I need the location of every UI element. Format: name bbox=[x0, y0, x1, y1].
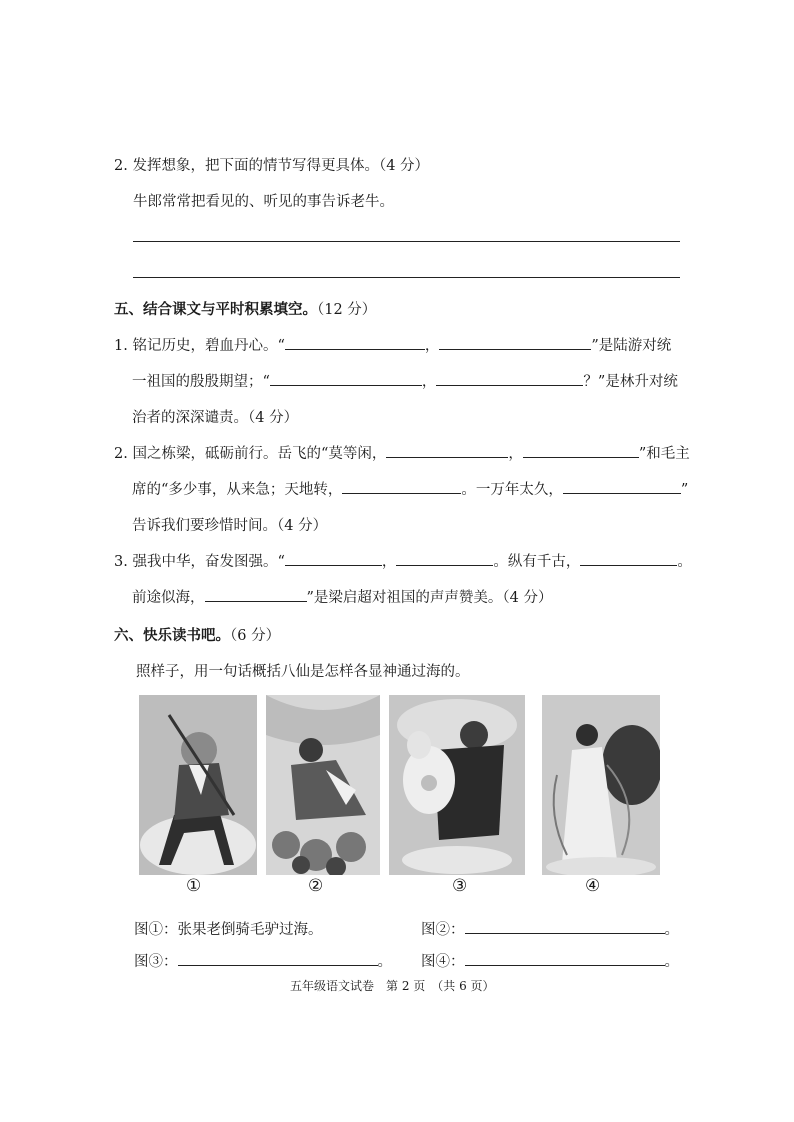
s5-q1-text-c: 一祖国的殷殷期望；“ bbox=[132, 374, 270, 390]
answer-end-3: 。 bbox=[377, 954, 392, 970]
s5-q3-line1 bbox=[114, 550, 692, 571]
blank-s5-q3-1[interactable] bbox=[285, 550, 382, 566]
s5-q2-line1 bbox=[114, 442, 690, 463]
answer-line-1[interactable] bbox=[133, 241, 680, 242]
blank-s5-q2-3[interactable] bbox=[342, 478, 461, 494]
s5-q1-sep1: ， bbox=[424, 338, 440, 354]
answer-label-3: 图③： bbox=[134, 954, 178, 970]
picture-1-zhang-guolao bbox=[139, 695, 257, 875]
picture-label-3: ③ bbox=[452, 876, 468, 896]
section-5-heading bbox=[114, 298, 376, 319]
s5-q3-sep1: ， bbox=[381, 554, 397, 570]
answer-row-2 bbox=[421, 918, 679, 939]
s5-q3-line2 bbox=[132, 586, 553, 607]
section-6-heading bbox=[114, 624, 280, 645]
blank-s5-q1-2[interactable] bbox=[439, 334, 591, 350]
blank-s5-q1-4[interactable] bbox=[436, 370, 583, 386]
picture-label-2: ② bbox=[308, 876, 324, 896]
question-2-title: 2. 发挥想象，把下面的情节写得更具体。（4 分） bbox=[114, 158, 430, 174]
blank-s5-q2-4[interactable] bbox=[563, 478, 681, 494]
s5-q2-text-b: ”和毛主 bbox=[638, 446, 690, 462]
answer-line-2[interactable] bbox=[133, 277, 680, 278]
picture-3-immortal-gourd bbox=[389, 695, 525, 875]
picture-2-immortal bbox=[266, 695, 380, 875]
answer-end-4: 。 bbox=[664, 954, 679, 970]
s5-q1-sep2: ， bbox=[421, 374, 437, 390]
s5-q1-line2 bbox=[132, 370, 678, 391]
answer-example-1: 图①：张果老倒骑毛驴过海。 bbox=[134, 922, 323, 938]
s5-q3-text-e: ”是梁启超对祖国的声声赞美。（4 分） bbox=[306, 590, 553, 606]
s5-q1-text-a: 1. 铭记历史，碧血丹心。“ bbox=[114, 338, 285, 354]
blank-s5-q1-3[interactable] bbox=[270, 370, 422, 386]
answer-label-4: 图④： bbox=[421, 954, 465, 970]
section-6-score: （6 分） bbox=[230, 628, 281, 644]
picture-4-he-xiangu bbox=[542, 695, 660, 875]
answer-row-4 bbox=[421, 950, 679, 971]
s5-q3-text-d: 前途似海， bbox=[132, 590, 205, 606]
answer-label-2: 图②： bbox=[421, 922, 465, 938]
blank-s5-q3-3[interactable] bbox=[580, 550, 677, 566]
s5-q3-text-c: 。 bbox=[677, 554, 692, 570]
s5-q1-text-d: ？”是林升对统 bbox=[583, 374, 678, 390]
s5-q3-text-b: 。纵有千古， bbox=[493, 554, 581, 570]
answer-row-3 bbox=[134, 950, 392, 971]
s5-q1-line3: 治者的深深谴责。（4 分） bbox=[132, 410, 299, 426]
section-5-score: （12 分） bbox=[317, 302, 377, 318]
picture-label-1: ① bbox=[186, 876, 202, 896]
s5-q2-text-c: 席的“多少事，从来急；天地转， bbox=[132, 482, 343, 498]
picture-label-4: ④ bbox=[585, 876, 601, 896]
s5-q2-line2 bbox=[132, 478, 688, 499]
blank-s5-q3-4[interactable] bbox=[205, 586, 307, 602]
section-6-title: 六、快乐读书吧。 bbox=[114, 627, 230, 644]
s5-q2-sep1: ， bbox=[508, 446, 523, 462]
section-5-title: 五、结合课文与平时积累填空。 bbox=[114, 301, 317, 318]
s5-q3-text-a: 3. 强我中华，奋发图强。“ bbox=[114, 554, 285, 570]
answer-end-2: 。 bbox=[664, 922, 679, 938]
question-2-prompt: 牛郎常常把看见的、听见的事告诉老牛。 bbox=[133, 194, 394, 210]
s5-q2-text-d: 。一万年太久， bbox=[461, 482, 563, 498]
s5-q1-text-b: ”是陆游对统 bbox=[591, 338, 672, 354]
blank-picture-2[interactable] bbox=[465, 918, 665, 934]
blank-s5-q3-2[interactable] bbox=[396, 550, 493, 566]
section-6-instruction: 照样子，用一句话概括八仙是怎样各显神通过海的。 bbox=[136, 664, 470, 680]
blank-s5-q1-1[interactable] bbox=[285, 334, 425, 350]
blank-picture-3[interactable] bbox=[178, 950, 378, 966]
s5-q2-text-a: 2. 国之栋梁，砥砺前行。岳飞的“莫等闲， bbox=[114, 446, 387, 462]
page-footer: 五年级语文试卷 第 2 页 （共 6 页） bbox=[290, 979, 495, 993]
s5-q2-line3: 告诉我们要珍惜时间。（4 分） bbox=[132, 518, 328, 534]
s5-q1-line1 bbox=[114, 334, 671, 355]
blank-picture-4[interactable] bbox=[465, 950, 665, 966]
s5-q2-text-e: ” bbox=[680, 482, 689, 498]
blank-s5-q2-1[interactable] bbox=[386, 442, 508, 458]
blank-s5-q2-2[interactable] bbox=[523, 442, 639, 458]
